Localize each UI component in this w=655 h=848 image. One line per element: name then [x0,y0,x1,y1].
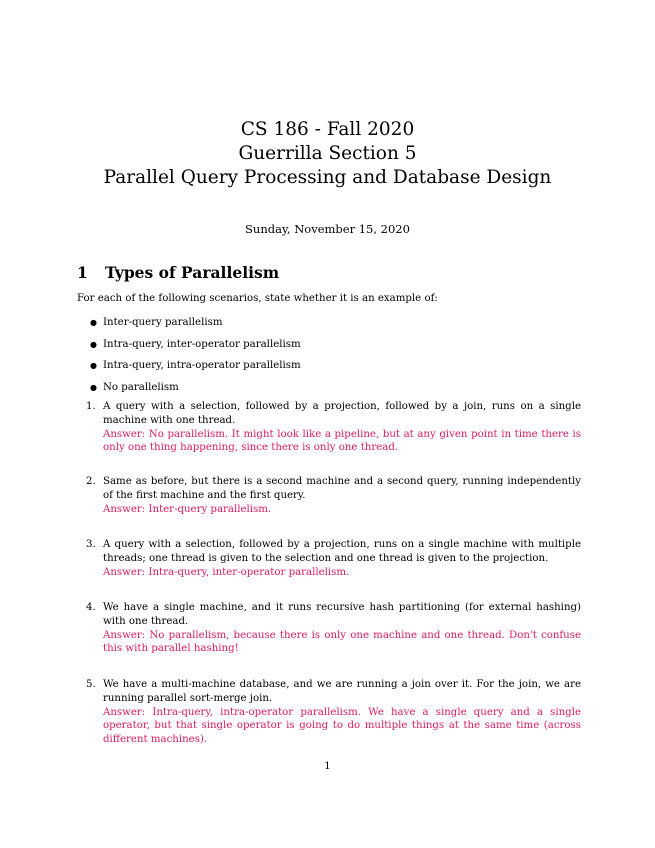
section-number: 1 [77,263,88,282]
question-5 [86,678,581,747]
question-number: 1. [86,401,96,412]
list-item-label: Intra-query, intra-operator parallelism [103,360,301,372]
question-text: A query with a selection, followed by a projection, followed by a join, runs on a single machine with one thread. [103,401,581,426]
list-item [90,359,301,381]
question-number: 5. [86,679,96,690]
answer-text: Answer: No parallelism. It might look like a pipeline, but at any given point in time there is only one thing happening, since there is only one thread. [103,428,581,454]
bullet-icon: ● [90,339,97,349]
section-heading-text: Types of Parallelism [105,263,280,282]
question-1 [86,400,581,455]
list-item [90,316,301,338]
question-text: We have a multi-machine database, and we are running a join over it. For the join, we are running parallel sort-merge join. [103,679,581,704]
document-title [0,118,655,190]
answer-text: Answer: Intra-query, intra-operator parallelism. We have a single query and a single operator, but that single operator is going to do multiple things at the same time (across different machines). [103,706,581,746]
course-title: CS 186 - Fall 2020 [240,119,415,140]
question-text: A query with a selection, followed by a projection, runs on a single machine with multiple threads; one thread is given to the selection and one thread is given to the projection. [103,539,581,564]
list-item-label: No parallelism [103,381,179,393]
bullet-icon: ● [90,318,97,327]
list-item [90,338,301,360]
bullet-icon: ● [90,382,97,392]
bullet-icon: ● [90,361,97,371]
parallelism-type-list [90,316,301,402]
list-item-label: Inter-query parallelism [103,317,223,328]
section-title: Guerrilla Section 5 [238,143,417,164]
answer-text: Answer: No parallelism, because there is only one machine and one thread. Don't confuse this with parallel hashing! [103,629,581,655]
question-text: We have a single machine, and it runs recursive hash partitioning (for external hashing) with one thread. [103,602,581,627]
page-number: 1 [324,761,331,772]
section-heading [77,263,279,282]
intro-text: For each of the following scenarios, state whether it is an example of: [77,293,438,304]
answer-text: Answer: Intra-query, inter-operator parallelism. [103,566,350,578]
question-number: 2. [86,476,96,487]
question-number: 3. [86,539,96,550]
answer-text: Answer: Inter-query parallelism. [103,503,272,515]
topic-title: Parallel Query Processing and Database Design [103,167,552,188]
question-2 [86,475,581,516]
question-number: 4. [86,602,96,613]
document-date: Sunday, November 15, 2020 [245,222,410,236]
question-text: Same as before, but there is a second machine and a second query, running independently of the first machine and the first query. [103,476,581,501]
question-3 [86,538,581,579]
list-item-label: Intra-query, inter-operator parallelism [103,338,301,350]
question-4 [86,601,581,656]
